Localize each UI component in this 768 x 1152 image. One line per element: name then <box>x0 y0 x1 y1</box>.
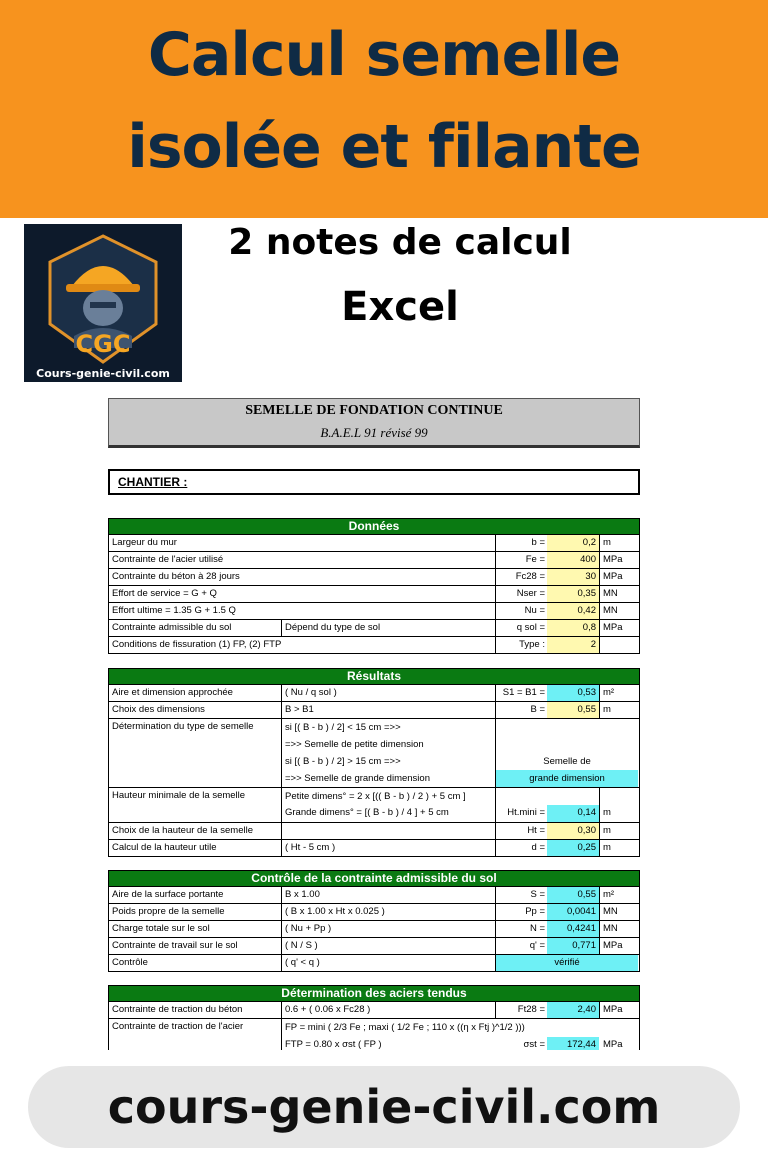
title-line-2: isolée et filante <box>127 112 641 182</box>
row-formula: ( Ht - 5 cm ) <box>285 842 336 853</box>
table-row <box>108 685 640 702</box>
row-unit: MN <box>603 588 618 599</box>
row-symbol: B = <box>530 704 545 715</box>
row-symbol: Ft28 = <box>517 1004 545 1015</box>
table-row <box>108 535 640 552</box>
row-unit: m <box>603 825 611 836</box>
hauteur-line-2: Grande dimens° = [( B - b ) / 4 ] + 5 cm <box>285 807 449 818</box>
row-formula: ( Nu + Pp ) <box>285 923 332 934</box>
row-unit: m <box>603 704 611 715</box>
row-label: Choix des dimensions <box>112 704 205 715</box>
row-symbol: Ht = <box>527 825 545 836</box>
footer-url[interactable]: cours-genie-civil.com <box>107 1080 661 1134</box>
row-unit: m² <box>603 889 615 900</box>
logo-initials: CGC <box>75 330 131 358</box>
input-cell[interactable]: 0,8 <box>547 620 599 636</box>
row-label: Contrainte de l'acier utilisé <box>112 554 224 565</box>
row-label: Largeur du mur <box>112 537 177 548</box>
row-unit: MPa <box>603 554 623 565</box>
result-cell: 0,771 <box>547 938 599 954</box>
row-symbol: Type : <box>519 639 545 650</box>
row-formula: ( q' < q ) <box>285 957 320 968</box>
row-unit: m <box>603 807 611 818</box>
chantier-field[interactable] <box>108 469 640 495</box>
row-unit: MN <box>603 923 618 934</box>
input-cell[interactable]: 400 <box>547 552 599 568</box>
logo-caption: Cours-genie-civil.com <box>36 367 170 380</box>
row-unit: MN <box>603 906 618 917</box>
result-cell: 2,40 <box>547 1002 599 1018</box>
section-donnees: Données <box>108 518 640 535</box>
type-result-1: Semelle de <box>543 756 591 767</box>
type-line-2: =>> Semelle de petite dimension <box>285 739 424 750</box>
table-row-hauteur <box>108 788 640 823</box>
chantier-label: CHANTIER : <box>118 475 188 489</box>
cgc-logo <box>24 224 182 382</box>
table-row <box>108 586 640 603</box>
controle-status: vérifié <box>496 955 638 971</box>
row-formula: B > B1 <box>285 704 314 715</box>
input-cell[interactable]: 0,55 <box>547 702 599 718</box>
type-line-3: si [( B - b ) / 2] > 15 cm =>> <box>285 756 401 767</box>
row-symbol: N = <box>529 923 545 934</box>
engineer-icon <box>24 224 182 382</box>
row-label: Contrainte du béton à 28 jours <box>112 571 240 582</box>
row-label: Contrainte de travail sur le sol <box>112 940 238 951</box>
row-unit: MPa <box>603 571 623 582</box>
table-row <box>108 840 640 857</box>
row-formula: B x 1.00 <box>285 889 320 900</box>
row-formula: Dépend du type de sol <box>285 622 381 633</box>
table-row <box>108 603 640 620</box>
row-label: Aire et dimension approchée <box>112 687 233 698</box>
table-row <box>108 904 640 921</box>
table-row <box>108 620 640 637</box>
table-row <box>108 887 640 904</box>
row-formula: ( Nu / q sol ) <box>285 687 337 698</box>
result-cell: 0,55 <box>547 887 599 903</box>
row-unit: m² <box>603 687 615 698</box>
result-cell: 0,14 <box>547 805 599 822</box>
result-cell: 0,53 <box>547 685 599 701</box>
sheet-header <box>108 398 640 448</box>
row-symbol: Fe = <box>525 554 545 565</box>
row-label: Charge totale sur le sol <box>112 923 210 934</box>
row-label: Contrôle <box>112 957 148 968</box>
row-symbol: Nu = <box>524 605 545 616</box>
sheet-subtitle: B.A.E.L 91 révisé 99 <box>320 425 428 440</box>
row-unit: m <box>603 842 611 853</box>
acier-formula: FP = mini ( 2/3 Fe ; maxi ( 1/2 Fe ; 110 x ((η x Ftj )^1/2 ))) <box>285 1022 525 1033</box>
row-symbol: Pp = <box>525 906 545 917</box>
row-unit: MPa <box>603 1039 623 1050</box>
row-unit: MPa <box>603 1004 623 1015</box>
type-line-1: si [( B - b ) / 2] < 15 cm =>> <box>285 722 401 733</box>
input-cell[interactable]: 0,42 <box>547 603 599 619</box>
input-cell[interactable]: 30 <box>547 569 599 585</box>
table-row <box>108 569 640 586</box>
row-unit: MN <box>603 605 618 616</box>
table-row <box>108 938 640 955</box>
input-cell[interactable]: 0,30 <box>547 823 599 839</box>
result-cell: 0,4241 <box>547 921 599 937</box>
type-line-4: =>> Semelle de grande dimension <box>285 773 430 784</box>
row-symbol: Fc28 = <box>515 571 545 582</box>
row-label: Choix de la hauteur de la semelle <box>112 825 254 836</box>
row-symbol: b = <box>531 537 545 548</box>
section-aciers: Détermination des aciers tendus <box>108 985 640 1002</box>
table-row <box>108 1002 640 1019</box>
row-formula: ( N / S ) <box>285 940 318 951</box>
footer-url-pill[interactable] <box>28 1066 740 1148</box>
input-cell[interactable]: 2 <box>547 637 599 653</box>
result-cell: 0,0041 <box>547 904 599 920</box>
table-row <box>108 955 640 972</box>
row-unit: MPa <box>603 940 623 951</box>
input-cell[interactable]: 0,2 <box>547 535 599 551</box>
row-label: Contrainte admissible du sol <box>112 622 232 633</box>
row-formula: 0.6 + ( 0.06 x Fc28 ) <box>285 1004 371 1015</box>
table-row-type <box>108 719 640 788</box>
subtitle-line-1: 2 notes de calcul <box>228 222 572 263</box>
subtitle-line-2: Excel <box>341 284 459 330</box>
row-symbol: q sol = <box>516 622 545 633</box>
table-row-acier <box>108 1019 640 1050</box>
row-symbol: S = <box>530 889 545 900</box>
table-row <box>108 921 640 938</box>
hauteur-line-1: Petite dimens° = 2 x [(( B - b ) / 2 ) + 5 cm ] <box>285 791 466 802</box>
type-result-2: grande dimension <box>496 770 638 787</box>
row-symbol: q' = <box>529 940 545 951</box>
result-cell: 172,44 <box>547 1037 599 1050</box>
table-row <box>108 702 640 719</box>
row-unit: m <box>603 537 611 548</box>
title-banner <box>0 0 768 218</box>
row-label: Conditions de fissuration (1) FP, (2) FTP <box>112 639 282 650</box>
row-symbol: S1 = B1 = <box>502 687 545 698</box>
row-unit: MPa <box>603 622 623 633</box>
spreadsheet <box>108 398 640 1050</box>
section-controle: Contrôle de la contrainte admissible du sol <box>108 870 640 887</box>
title-line-1: Calcul semelle <box>147 20 621 90</box>
ftp-formula: FTP = 0.80 x σst ( FP ) <box>285 1039 382 1050</box>
row-symbol: d = <box>531 842 545 853</box>
row-label: Poids propre de la semelle <box>112 906 225 917</box>
section-resultats: Résultats <box>108 668 640 685</box>
row-label: Contrainte de traction de l'acier <box>112 1021 244 1032</box>
row-symbol: Nser = <box>516 588 545 599</box>
row-symbol: σst = <box>523 1039 545 1050</box>
row-formula: ( B x 1.00 x Ht x 0.025 ) <box>285 906 385 917</box>
table-row <box>108 823 640 840</box>
row-label: Calcul de la hauteur utile <box>112 842 217 853</box>
table-row <box>108 637 640 654</box>
row-label: Hauteur minimale de la semelle <box>112 790 246 801</box>
row-label: Contrainte de traction du béton <box>112 1004 243 1015</box>
row-label: Aire de la surface portante <box>112 889 224 900</box>
sheet-title: SEMELLE DE FONDATION CONTINUE <box>245 403 503 418</box>
row-label: Détermination du type de semelle <box>112 721 254 732</box>
row-label: Effort ultime = 1.35 G + 1.5 Q <box>112 605 236 616</box>
row-label: Effort de service = G + Q <box>112 588 217 599</box>
row-symbol: Ht.mini = <box>507 807 545 818</box>
input-cell[interactable]: 0,35 <box>547 586 599 602</box>
table-row <box>108 552 640 569</box>
result-cell: 0,25 <box>547 840 599 856</box>
